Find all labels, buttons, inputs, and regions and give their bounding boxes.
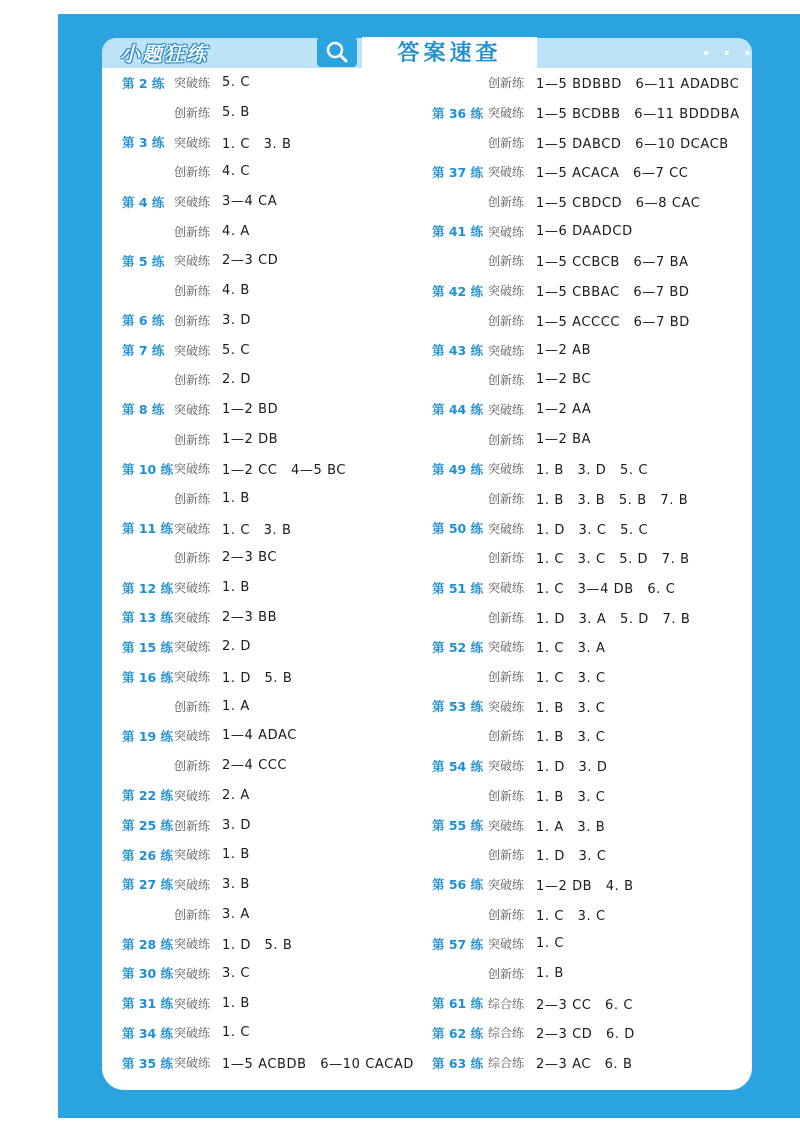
lesson-label: 第 5 练 <box>122 253 165 269</box>
answer-text: 3. D <box>222 312 251 328</box>
exercise-type: 创新练 <box>488 254 525 269</box>
answer-row <box>122 365 414 395</box>
answer-row <box>122 751 414 781</box>
answer-text: 2—3 CD 6. D <box>536 1027 635 1043</box>
lesson-label: 第 12 练 <box>122 580 174 596</box>
lesson-label: 第 30 练 <box>122 966 174 982</box>
lesson-label: 第 31 练 <box>122 996 174 1012</box>
lesson-label: 第 41 练 <box>432 224 484 240</box>
answer-row <box>432 424 740 454</box>
exercise-type: 突破练 <box>174 76 211 91</box>
exercise-type: 突破练 <box>174 877 211 892</box>
exercise-type: 突破练 <box>174 462 211 477</box>
exercise-type: 突破练 <box>174 966 211 981</box>
answer-panel <box>102 68 752 1090</box>
answer-text: 1—2 BD <box>222 401 279 417</box>
answer-text: 1. B 3. C <box>536 730 606 746</box>
answer-text: 1. B <box>222 490 250 506</box>
answer-text: 1. B 3. C <box>536 700 606 716</box>
exercise-type: 创新练 <box>488 907 525 922</box>
answer-text: 5. B <box>222 105 250 121</box>
answer-text: 2. A <box>222 787 250 803</box>
answer-text: 4. B <box>222 283 250 299</box>
answer-text: 1—2 CC 4—5 BC <box>222 463 347 479</box>
answer-text: 1—2 BA <box>536 431 592 447</box>
exercise-type: 创新练 <box>488 432 525 447</box>
answer-row <box>432 662 740 692</box>
exercise-type: 创新练 <box>174 165 211 180</box>
exercise-type: 创新练 <box>174 313 211 328</box>
answer-text: 1. B 3. C <box>536 789 606 805</box>
exercise-type: 创新练 <box>174 224 211 239</box>
answer-text: 1. A <box>222 698 250 714</box>
answer-text: 1. C 3. C <box>536 908 606 924</box>
exercise-type: 创新练 <box>174 818 211 833</box>
exercise-type: 突破练 <box>174 521 211 536</box>
answer-row <box>122 959 414 989</box>
answer-row <box>122 513 414 543</box>
answer-text: 1. D 3. D <box>536 760 608 776</box>
exercise-type: 创新练 <box>174 284 211 299</box>
answer-text: 1. A 3. B <box>536 819 606 835</box>
lesson-label: 第 26 练 <box>122 847 174 863</box>
exercise-type: 突破练 <box>174 1056 211 1071</box>
answer-text: 1. C 3—4 DB 6. C <box>536 582 676 598</box>
answer-text: 1—2 AA <box>536 401 592 417</box>
answer-row <box>432 810 740 840</box>
exercise-type: 创新练 <box>488 195 525 210</box>
answer-text: 2—3 AC 6. B <box>536 1057 633 1073</box>
answer-text: 2—3 BB <box>222 609 278 625</box>
answer-row <box>122 810 414 840</box>
answer-row <box>122 246 414 276</box>
exercise-type: 创新练 <box>488 373 525 388</box>
exercise-type: 突破练 <box>174 195 211 210</box>
exercise-type: 创新练 <box>488 788 525 803</box>
answer-row <box>432 365 740 395</box>
exercise-type: 创新练 <box>174 432 211 447</box>
lesson-label: 第 19 练 <box>122 728 174 744</box>
answer-text: 1. B <box>222 847 250 863</box>
answer-text: 3. A <box>222 906 250 922</box>
answer-text: 3. C <box>222 965 251 981</box>
exercise-type: 突破练 <box>174 848 211 863</box>
answer-text: 1. C 3. C <box>536 671 606 687</box>
exercise-type: 创新练 <box>174 491 211 506</box>
exercise-type: 创新练 <box>488 551 525 566</box>
answer-row <box>122 988 414 1018</box>
answer-row <box>432 840 740 870</box>
exercise-type: 突破练 <box>174 640 211 655</box>
lesson-label: 第 50 练 <box>432 521 484 537</box>
answer-row <box>122 98 414 128</box>
answer-row <box>432 513 740 543</box>
lesson-label: 第 28 练 <box>122 936 174 952</box>
answer-text: 1. C 3. A <box>536 641 606 657</box>
answer-text: 1—5 BDBBD 6—11 ADADBC <box>536 77 740 93</box>
lesson-label: 第 43 练 <box>432 343 484 359</box>
exercise-type: 突破练 <box>488 343 525 358</box>
answer-row <box>122 573 414 603</box>
answer-text: 4. A <box>222 223 250 239</box>
answer-row <box>432 98 740 128</box>
lesson-label: 第 63 练 <box>432 1055 484 1071</box>
exercise-type: 突破练 <box>174 996 211 1011</box>
header-dots: • • • <box>702 46 756 62</box>
exercise-type: 突破练 <box>174 937 211 952</box>
lesson-label: 第 4 练 <box>122 194 165 210</box>
answer-row <box>122 127 414 157</box>
search-icon <box>326 41 348 63</box>
answer-text: 1—2 DB <box>222 431 279 447</box>
answer-text: 1. D 5. B <box>222 938 293 954</box>
answer-text: 2—3 CD <box>222 253 279 269</box>
answer-text: 1. B <box>536 965 564 981</box>
exercise-type: 突破练 <box>488 699 525 714</box>
answer-row <box>122 395 414 425</box>
left-column <box>122 68 414 1077</box>
answer-text: 1. B <box>222 995 250 1011</box>
search-badge <box>317 37 357 67</box>
answer-row <box>122 424 414 454</box>
exercise-type: 突破练 <box>488 462 525 477</box>
exercise-type: 突破练 <box>174 581 211 596</box>
lesson-label: 第 16 练 <box>122 669 174 685</box>
lesson-label: 第 2 练 <box>122 75 165 91</box>
answer-row <box>432 246 740 276</box>
answer-text: 1—6 DAADCD <box>536 223 633 239</box>
exercise-type: 创新练 <box>174 907 211 922</box>
lesson-label: 第 37 练 <box>432 164 484 180</box>
answer-text: 2—4 CCC <box>222 758 288 774</box>
answer-row <box>122 929 414 959</box>
answer-row <box>432 1048 740 1078</box>
exercise-type: 创新练 <box>488 491 525 506</box>
exercise-type: 创新练 <box>488 848 525 863</box>
answer-row <box>432 68 740 98</box>
lesson-label: 第 15 练 <box>122 639 174 655</box>
answer-row <box>432 751 740 781</box>
answer-row <box>122 306 414 336</box>
exercise-type: 突破练 <box>174 343 211 358</box>
answer-text: 1. C 3. B <box>222 522 292 538</box>
answer-text: 2—3 CC 6. C <box>536 997 634 1013</box>
answer-text: 1. D 3. C <box>536 849 607 865</box>
exercise-type: 创新练 <box>488 610 525 625</box>
answer-text: 1. C 3. B <box>222 136 292 152</box>
exercise-type: 创新练 <box>174 759 211 774</box>
answer-row <box>122 1018 414 1048</box>
answer-row <box>122 691 414 721</box>
answer-row <box>432 484 740 514</box>
right-column <box>432 68 740 1077</box>
answer-row <box>432 870 740 900</box>
lesson-label: 第 10 练 <box>122 461 174 477</box>
header-left-title: 小题狂练 <box>120 42 208 66</box>
lesson-label: 第 34 练 <box>122 1025 174 1041</box>
answer-text: 1—5 CBBAC 6—7 BD <box>536 285 690 301</box>
answer-row <box>432 959 740 989</box>
answer-text: 1—5 ACACA 6—7 CC <box>536 166 689 182</box>
exercise-type: 突破练 <box>174 610 211 625</box>
lesson-label: 第 44 练 <box>432 402 484 418</box>
answer-row <box>122 543 414 573</box>
answer-text: 1. B <box>222 580 250 596</box>
answer-row <box>122 662 414 692</box>
lesson-label: 第 55 练 <box>432 818 484 834</box>
exercise-type: 突破练 <box>488 402 525 417</box>
lesson-label: 第 25 练 <box>122 818 174 834</box>
answer-text: 1. C <box>536 936 565 952</box>
exercise-type: 突破练 <box>488 818 525 833</box>
answer-text: 1. B 3. B 5. B 7. B <box>536 492 689 508</box>
answer-row <box>122 216 414 246</box>
exercise-type: 创新练 <box>488 135 525 150</box>
answer-row <box>432 632 740 662</box>
exercise-type: 突破练 <box>488 877 525 892</box>
lesson-label: 第 8 练 <box>122 402 165 418</box>
exercise-type: 创新练 <box>174 699 211 714</box>
exercise-type: 创新练 <box>174 106 211 121</box>
exercise-type: 综合练 <box>488 1026 525 1041</box>
lesson-label: 第 42 练 <box>432 283 484 299</box>
answer-row <box>432 1018 740 1048</box>
answer-text: 2—3 BC <box>222 550 278 566</box>
answer-text: 1—4 ADAC <box>222 728 297 744</box>
lesson-label: 第 57 练 <box>432 936 484 952</box>
answer-text: 2. D <box>222 372 251 388</box>
answer-text: 1. D 5. B <box>222 671 293 687</box>
answer-row <box>432 187 740 217</box>
answer-text: 1—5 DABCD 6—10 DCACB <box>536 136 729 152</box>
answer-row <box>122 68 414 98</box>
answer-row <box>432 602 740 632</box>
answer-row <box>122 899 414 929</box>
answer-row <box>122 276 414 306</box>
answer-row <box>432 929 740 959</box>
answer-text: 3—4 CA <box>222 194 278 210</box>
exercise-type: 突破练 <box>488 581 525 596</box>
answer-row <box>432 899 740 929</box>
lesson-label: 第 7 练 <box>122 343 165 359</box>
answer-row <box>432 335 740 365</box>
exercise-type: 突破练 <box>174 788 211 803</box>
answer-row <box>122 840 414 870</box>
exercise-type: 突破练 <box>174 1026 211 1041</box>
header-right-title: 答案速查 <box>362 37 537 70</box>
answer-row <box>432 127 740 157</box>
answer-text: 5. C <box>222 75 251 91</box>
exercise-type: 突破练 <box>174 402 211 417</box>
answer-text: 3. D <box>222 817 251 833</box>
exercise-type: 突破练 <box>174 135 211 150</box>
answer-row <box>122 781 414 811</box>
answer-row <box>122 632 414 662</box>
answer-text: 1—2 DB 4. B <box>536 878 634 894</box>
answer-text: 3. B <box>222 876 250 892</box>
exercise-type: 创新练 <box>174 373 211 388</box>
exercise-type: 创新练 <box>488 313 525 328</box>
lesson-label: 第 61 练 <box>432 996 484 1012</box>
answer-row <box>432 988 740 1018</box>
exercise-type: 突破练 <box>174 729 211 744</box>
lesson-label: 第 52 练 <box>432 639 484 655</box>
exercise-type: 综合练 <box>488 996 525 1011</box>
exercise-type: 突破练 <box>488 106 525 121</box>
answer-text: 1—5 ACCCC 6—7 BD <box>536 314 690 330</box>
answer-row <box>432 157 740 187</box>
lesson-label: 第 13 练 <box>122 610 174 626</box>
exercise-type: 突破练 <box>488 937 525 952</box>
answer-text: 1. B 3. D 5. C <box>536 463 649 479</box>
answer-text: 1—5 ACBDB 6—10 CACAD <box>222 1057 414 1073</box>
lesson-label: 第 54 练 <box>432 758 484 774</box>
answer-row <box>122 1048 414 1078</box>
answer-row <box>122 157 414 187</box>
answer-text: 5. C <box>222 342 251 358</box>
answer-row <box>122 721 414 751</box>
lesson-label: 第 56 练 <box>432 877 484 893</box>
answer-text: 1. D 3. A 5. D 7. B <box>536 611 691 627</box>
exercise-type: 突破练 <box>488 165 525 180</box>
lesson-label: 第 27 练 <box>122 877 174 893</box>
answer-row <box>432 276 740 306</box>
lesson-label: 第 22 练 <box>122 788 174 804</box>
answer-text: 1—2 AB <box>536 342 592 358</box>
lesson-label: 第 6 练 <box>122 313 165 329</box>
exercise-type: 突破练 <box>488 521 525 536</box>
lesson-label: 第 53 练 <box>432 699 484 715</box>
lesson-label: 第 35 练 <box>122 1055 174 1071</box>
answer-text: 4. C <box>222 164 251 180</box>
answer-text: 1. C 3. C 5. D 7. B <box>536 552 690 568</box>
exercise-type: 突破练 <box>488 640 525 655</box>
answer-row <box>432 216 740 246</box>
answer-row <box>122 870 414 900</box>
lesson-label: 第 51 练 <box>432 580 484 596</box>
exercise-type: 创新练 <box>488 76 525 91</box>
answer-row <box>432 543 740 573</box>
answer-text: 1. C <box>222 1025 251 1041</box>
exercise-type: 综合练 <box>488 1056 525 1071</box>
exercise-type: 突破练 <box>488 284 525 299</box>
exercise-type: 突破练 <box>174 670 211 685</box>
answer-row <box>432 573 740 603</box>
answer-row <box>432 781 740 811</box>
answer-text: 1. D 3. C 5. C <box>536 522 649 538</box>
answer-text: 1—5 BCDBB 6—11 BDDDBA <box>536 107 740 123</box>
answer-text: 2. D <box>222 639 251 655</box>
exercise-type: 创新练 <box>488 670 525 685</box>
answer-row <box>122 454 414 484</box>
answer-row <box>432 691 740 721</box>
exercise-type: 突破练 <box>488 759 525 774</box>
exercise-type: 创新练 <box>174 551 211 566</box>
lesson-label: 第 3 练 <box>122 135 165 151</box>
exercise-type: 突破练 <box>174 254 211 269</box>
answer-row <box>122 602 414 632</box>
answer-row <box>122 335 414 365</box>
answer-row <box>432 306 740 336</box>
answer-row <box>122 484 414 514</box>
answer-row <box>432 721 740 751</box>
answer-text: 1—5 CCBCB 6—7 BA <box>536 255 689 271</box>
answer-text: 1—2 BC <box>536 372 592 388</box>
answer-row <box>122 187 414 217</box>
exercise-type: 创新练 <box>488 729 525 744</box>
answer-text: 1—5 CBDCD 6—8 CAC <box>536 196 701 212</box>
exercise-type: 创新练 <box>488 966 525 981</box>
answer-row <box>432 395 740 425</box>
answer-row <box>432 454 740 484</box>
lesson-label: 第 36 练 <box>432 105 484 121</box>
lesson-label: 第 49 练 <box>432 461 484 477</box>
exercise-type: 突破练 <box>488 224 525 239</box>
lesson-label: 第 62 练 <box>432 1025 484 1041</box>
lesson-label: 第 11 练 <box>122 521 174 537</box>
